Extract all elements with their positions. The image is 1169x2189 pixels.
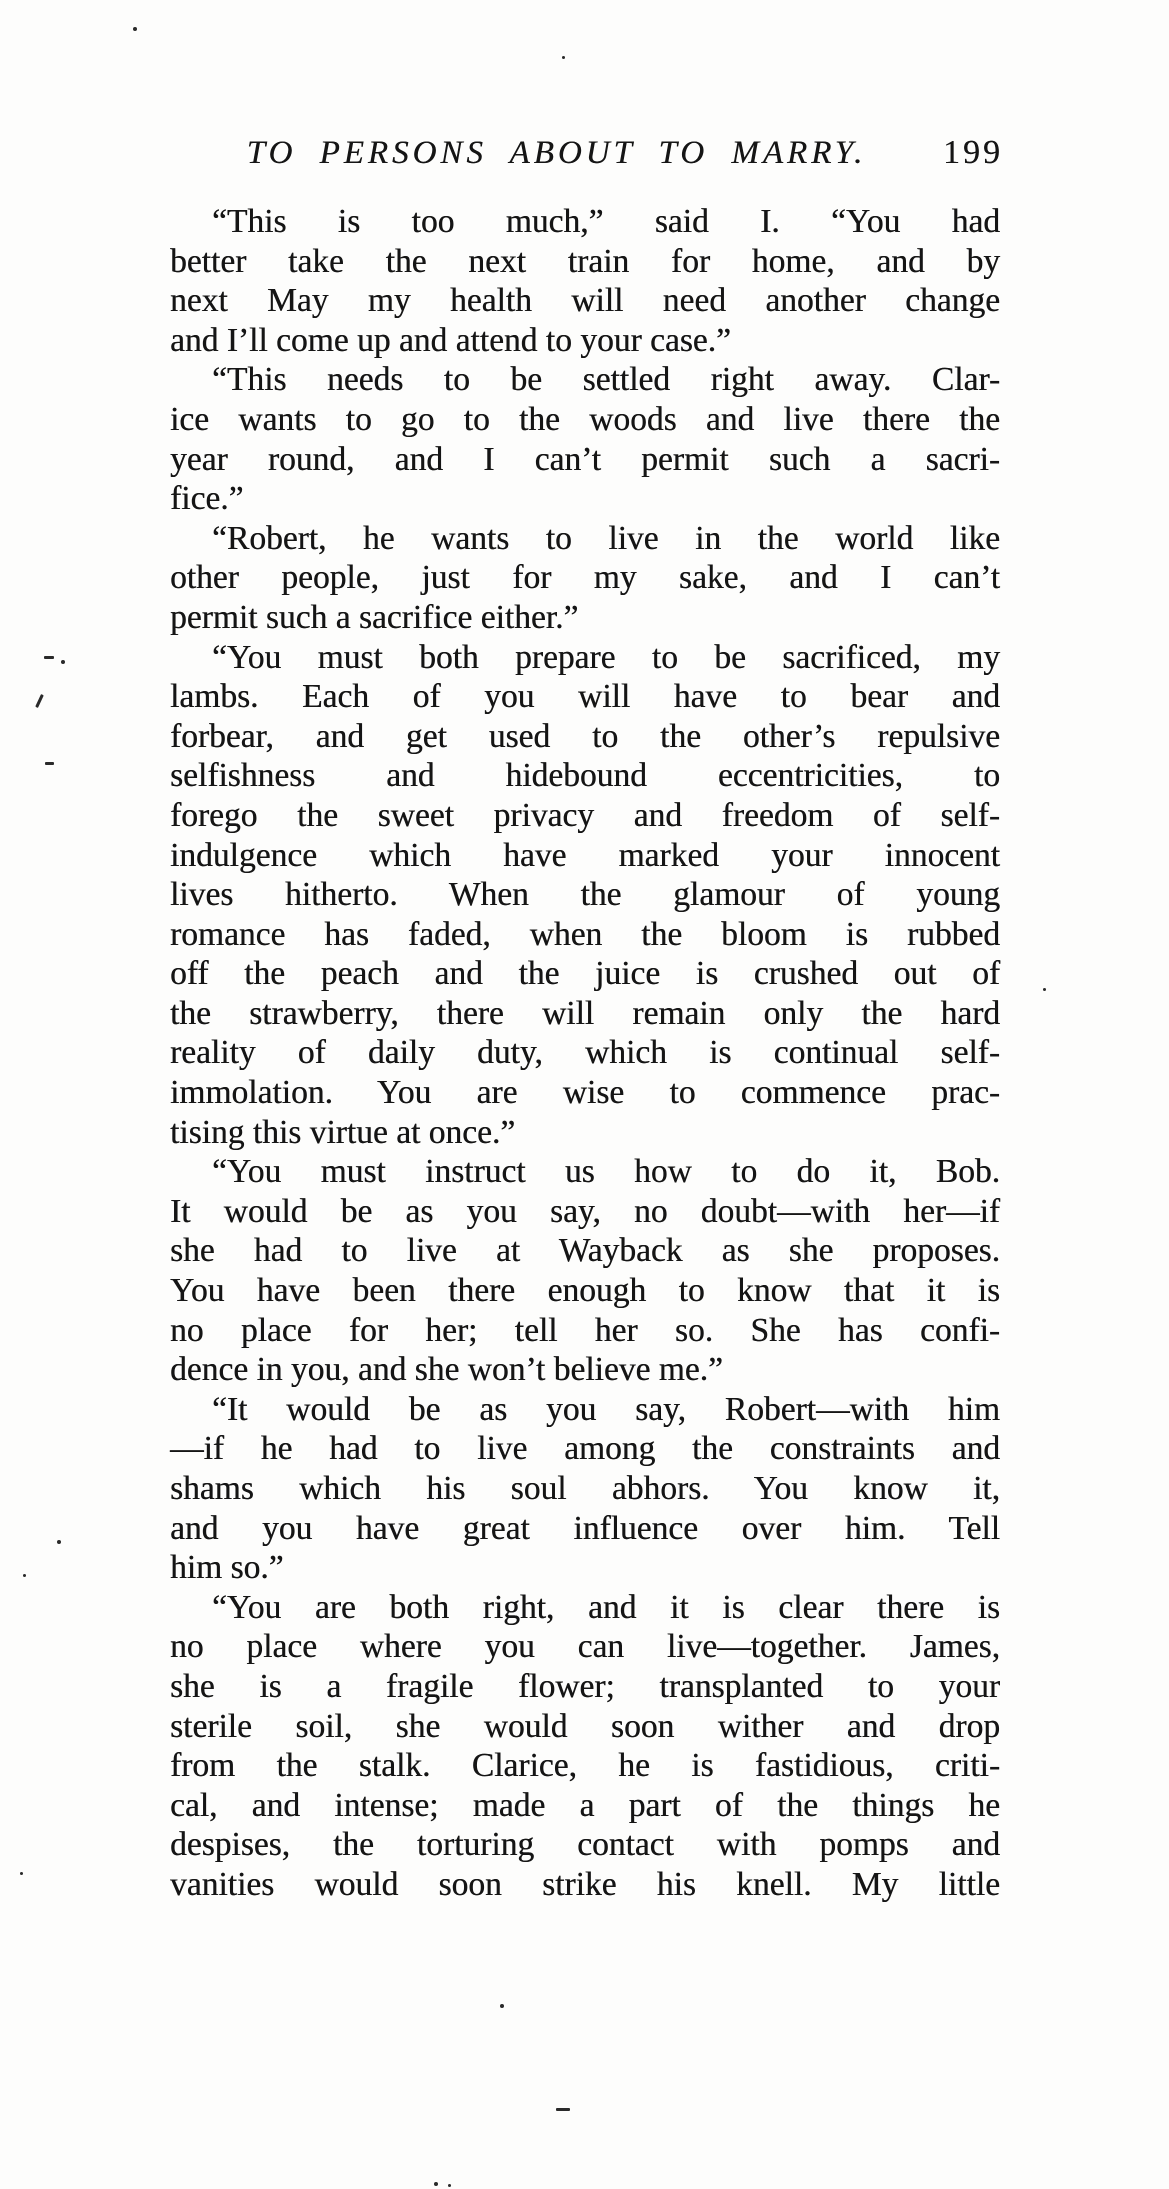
running-header [170, 134, 1003, 172]
text-line: romance has faded, when the bloom is rubbed [170, 915, 1000, 953]
text-line: It would be as you say, no doubt—with her—if [170, 1192, 1000, 1230]
text-line: year round, and I can’t permit such a sacri- [170, 440, 1000, 478]
scan-mark [45, 762, 54, 765]
text-line: reality of daily duty, which is continual self- [170, 1034, 1000, 1072]
text-line: vanities would soon strike his knell. My little [170, 1865, 1000, 1903]
scan-speck [61, 660, 65, 664]
text-line: “Robert, he wants to live in the world like [212, 519, 1000, 557]
text-line: —if he had to live among the constraints and [170, 1430, 1000, 1468]
text-line: despises, the torturing contact with pomps and [170, 1826, 1000, 1864]
scan-speck [500, 2004, 504, 2008]
text-line: forbear, and get used to the other’s repulsive [170, 717, 1000, 755]
text-line: selfishness and hidebound eccentricities, to [170, 757, 1000, 795]
text-line: fice.” [170, 480, 244, 518]
page-number: 199 [943, 134, 1003, 171]
text-line: “You must both prepare to be sacrificed, my [212, 638, 1000, 676]
text-line: no place where you can live—together. James, [170, 1628, 1000, 1666]
scan-mark [44, 656, 54, 659]
text-line: lambs. Each of you will have to bear and [170, 678, 1000, 716]
text-line: “You are both right, and it is clear there is [212, 1588, 1000, 1626]
scan-mark [556, 2108, 570, 2111]
text-line: she had to live at Wayback as she proposes. [170, 1232, 1000, 1270]
text-line: You have been there enough to know that it is [170, 1272, 1000, 1310]
text-line: tising this virtue at once.” [170, 1113, 516, 1151]
text-block [170, 202, 1000, 1905]
text-line: shams which his soul abhors. You know it, [170, 1470, 1000, 1507]
text-line: lives hitherto. When the glamour of young [170, 876, 1000, 914]
text-line: from the stalk. Clarice, he is fastidious, criti- [170, 1747, 1000, 1785]
text-line: off the peach and the juice is crushed out of [170, 955, 1000, 993]
text-line: immolation. You are wise to commence prac- [170, 1074, 1000, 1112]
scan-speck [20, 1872, 23, 1875]
text-line: forego the sweet privacy and freedom of self- [170, 796, 1000, 834]
scan-speck [23, 1574, 26, 1577]
text-line: ice wants to go to the woods and live there the [170, 400, 1000, 438]
text-line: no place for her; tell her so. She has confi- [170, 1311, 1000, 1349]
scan-speck [448, 2184, 451, 2187]
text-line: “This needs to be settled right away. Clar- [212, 361, 1000, 399]
text-line: the strawberry, there will remain only the hard [170, 994, 1000, 1032]
scan-speck [434, 2182, 438, 2186]
text-line: she is a fragile flower; transplanted to your [170, 1667, 1000, 1705]
scan-speck [133, 27, 137, 31]
scan-mark [35, 694, 44, 708]
text-line: and you have great influence over him. Tell [170, 1509, 1000, 1547]
text-line: “You must instruct us how to do it, Bob. [212, 1153, 1000, 1191]
text-line: and I’ll come up and attend to your case.” [170, 321, 731, 359]
text-line: cal, and intense; made a part of the things he [170, 1786, 1000, 1824]
scan-speck [562, 56, 565, 59]
text-line: permit such a sacrifice either.” [170, 598, 579, 636]
header-title: TO PERSONS ABOUT TO MARRY. [246, 135, 867, 171]
text-line: better take the next train for home, and by [170, 242, 1000, 280]
text-line: other people, just for my sake, and I can’t [170, 559, 1000, 597]
scan-speck [1043, 988, 1046, 991]
text-line: sterile soil, she would soon wither and drop [170, 1707, 1000, 1745]
text-line: indulgence which have marked your innocent [170, 836, 1000, 874]
text-line: “It would be as you say, Robert—with him [212, 1390, 1000, 1428]
scan-speck [57, 1540, 61, 1544]
text-line: him so.” [170, 1549, 284, 1587]
text-line: dence in you, and she won’t believe me.” [170, 1351, 723, 1389]
text-line: next May my health will need another change [170, 282, 1000, 320]
text-line: “This is too much,” said I. “You had [212, 203, 1000, 240]
